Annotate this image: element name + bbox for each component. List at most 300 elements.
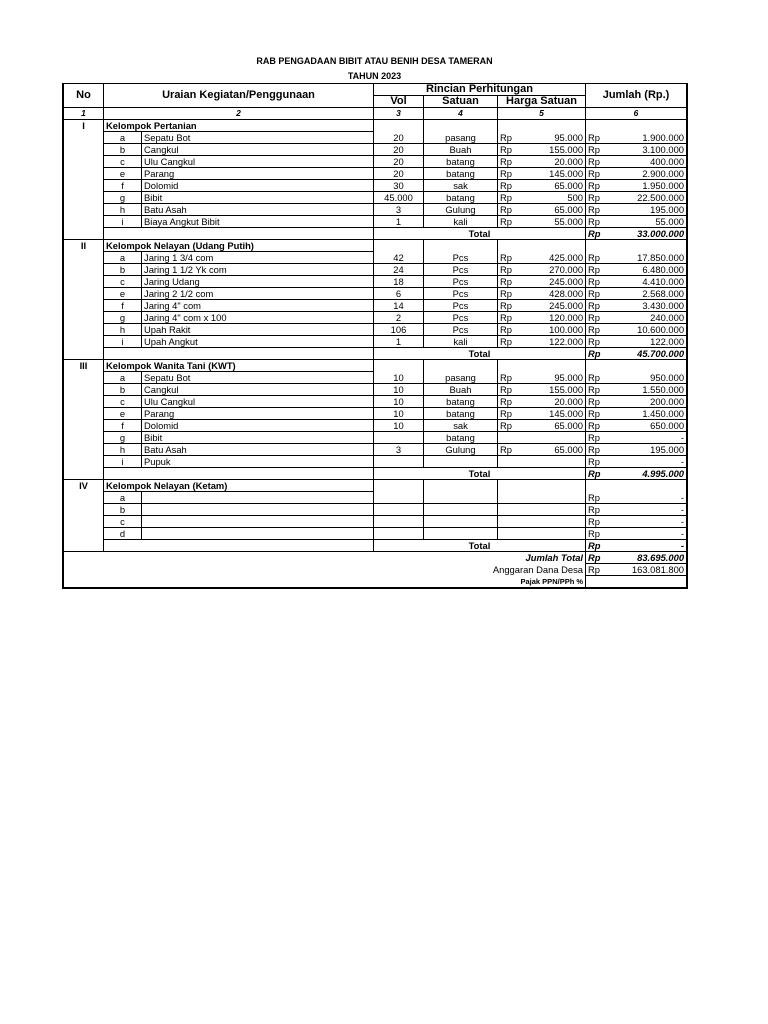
item-amount-currency: Rp [586,264,606,276]
item-amount: - [606,528,687,540]
item-code: c [104,276,142,288]
group-header-row [64,120,687,132]
empty-cell [64,432,104,444]
table-row [64,456,687,468]
item-unit: Buah [424,384,498,396]
table-row [64,144,687,156]
item-code: b [104,144,142,156]
empty-cell [606,240,687,252]
item-name: Upah Angkut [142,336,374,348]
item-name: Bibit [142,432,374,444]
item-amount: 6.480.000 [606,264,687,276]
item-unit: Gulung [424,444,498,456]
item-vol: 1 [374,336,424,348]
item-unit: Pcs [424,324,498,336]
item-amount: 55.000 [606,216,687,228]
table-row [64,336,687,348]
item-price-currency: Rp [498,132,526,144]
table-row [64,504,687,516]
item-amount-currency: Rp [586,396,606,408]
item-price: 20.000 [526,156,586,168]
item-amount-currency: Rp [586,444,606,456]
item-code: c [104,516,142,528]
item-price-currency: Rp [498,384,526,396]
empty-cell [64,528,104,540]
item-amount: 400.000 [606,156,687,168]
item-amount-currency: Rp [586,252,606,264]
item-price: 65.000 [526,204,586,216]
item-amount-currency: Rp [586,372,606,384]
rab-table [63,84,687,588]
group-header-row [64,240,687,252]
item-amount: 2.568.000 [606,288,687,300]
group-number: I [64,120,104,132]
empty-cell [104,540,374,552]
item-code: e [104,288,142,300]
item-unit [424,528,498,540]
empty-cell [64,300,104,312]
item-vol [374,492,424,504]
item-amount: - [606,456,687,468]
item-unit: sak [424,180,498,192]
item-code: i [104,456,142,468]
item-vol: 10 [374,420,424,432]
column-number-row [64,108,687,120]
item-unit: pasang [424,132,498,144]
item-unit [424,492,498,504]
empty-cell [498,120,526,132]
item-price-currency: Rp [498,396,526,408]
empty-cell [64,468,104,480]
table-row [64,156,687,168]
item-amount-currency: Rp [586,300,606,312]
empty-cell [424,120,498,132]
item-unit: batang [424,408,498,420]
item-code: a [104,492,142,504]
jumlah-total-value: 83.695.000 [606,552,687,564]
item-code: c [104,156,142,168]
item-name: Jaring 4" com x 100 [142,312,374,324]
item-amount: 240.000 [606,312,687,324]
empty-cell [64,348,104,360]
empty-cell [424,360,498,372]
item-name: Sepatu Bot [142,372,374,384]
item-name: Pupuk [142,456,374,468]
item-amount: 1.550.000 [606,384,687,396]
empty-cell [606,120,687,132]
item-price-currency: Rp [498,408,526,420]
item-unit: Pcs [424,300,498,312]
item-unit: Pcs [424,252,498,264]
item-unit: Pcs [424,264,498,276]
item-price-currency: Rp [498,180,526,192]
item-name: Jaring Udang [142,276,374,288]
item-price: 155.000 [526,144,586,156]
anggaran-currency: Rp [586,564,606,576]
group-total-row [64,348,687,360]
empty-cell [374,120,424,132]
item-amount-currency: Rp [586,144,606,156]
empty-cell [64,384,104,396]
item-price: 20.000 [526,396,586,408]
item-unit: Buah [424,144,498,156]
item-code: f [104,300,142,312]
table-row [64,384,687,396]
item-vol: 2 [374,312,424,324]
item-vol: 42 [374,252,424,264]
jumlah-total-label: Jumlah Total [64,552,586,564]
item-unit: batang [424,432,498,444]
table-row [64,132,687,144]
empty-cell [64,504,104,516]
item-code: g [104,192,142,204]
item-code: e [104,168,142,180]
item-vol [374,528,424,540]
document-year: TAHUN 2023 [347,71,402,81]
empty-cell [606,480,687,492]
item-code: b [104,504,142,516]
group-name: Kelompok Wanita Tani (KWT) [104,360,374,372]
item-price-currency: Rp [498,372,526,384]
item-amount-currency: Rp [586,288,606,300]
item-code: f [104,180,142,192]
table-row [64,372,687,384]
item-vol: 30 [374,180,424,192]
total-label: Total [374,468,586,480]
jumlah-total-currency: Rp [586,552,606,564]
item-vol: 18 [374,276,424,288]
item-code: g [104,312,142,324]
table-row [64,192,687,204]
item-name: Batu Asah [142,444,374,456]
total-currency: Rp [586,540,606,552]
item-vol: 10 [374,396,424,408]
group-total-row [64,540,687,552]
item-price-currency: Rp [498,324,526,336]
item-amount: 3.100.000 [606,144,687,156]
item-price: 245.000 [526,300,586,312]
item-unit [424,504,498,516]
empty-cell [606,576,687,588]
item-price: 500 [526,192,586,204]
item-name: Dolomid [142,180,374,192]
item-name: Ulu Cangkul [142,396,374,408]
item-amount: 22.500.000 [606,192,687,204]
item-price-currency [498,492,526,504]
group-name: Kelompok Nelayan (Ketam) [104,480,374,492]
empty-cell [64,492,104,504]
empty-cell [586,120,606,132]
item-code: b [104,264,142,276]
empty-cell [64,252,104,264]
empty-cell [64,276,104,288]
item-price-currency: Rp [498,336,526,348]
group-total-row [64,468,687,480]
item-price [526,528,586,540]
table-row [64,492,687,504]
table-row [64,432,687,444]
table-row [64,396,687,408]
header-uraian: Uraian Kegiatan/Penggunaan [104,84,374,108]
item-code: a [104,252,142,264]
jumlah-total-row [64,552,687,564]
header-vol: Vol [374,96,424,108]
empty-cell [374,480,424,492]
empty-cell [606,360,687,372]
item-price-currency: Rp [498,156,526,168]
group-header-row [64,480,687,492]
total-label: Total [374,348,586,360]
empty-cell [64,372,104,384]
item-price-currency: Rp [498,168,526,180]
item-price: 122.000 [526,336,586,348]
item-code: a [104,132,142,144]
empty-cell [64,144,104,156]
item-vol: 106 [374,324,424,336]
header-jumlah: Jumlah (Rp.) [586,84,687,108]
group-number: III [64,360,104,372]
empty-cell [64,312,104,324]
item-code: f [104,420,142,432]
header-harga: Harga Satuan [498,96,586,108]
item-vol: 20 [374,144,424,156]
item-vol: 14 [374,300,424,312]
item-amount-currency: Rp [586,420,606,432]
empty-cell [64,156,104,168]
item-amount-currency: Rp [586,516,606,528]
group-name: Kelompok Nelayan (Udang Putih) [104,240,374,252]
item-name: Jaring 1 3/4 com [142,252,374,264]
item-price: 65.000 [526,444,586,456]
item-unit [424,516,498,528]
item-vol: 10 [374,384,424,396]
empty-cell [586,480,606,492]
item-code: i [104,336,142,348]
empty-cell [374,240,424,252]
item-amount: 3.430.000 [606,300,687,312]
item-amount-currency: Rp [586,504,606,516]
empty-cell [104,348,374,360]
item-amount: 122.000 [606,336,687,348]
item-price-currency: Rp [498,144,526,156]
item-amount-currency: Rp [586,180,606,192]
item-vol: 3 [374,444,424,456]
item-price-currency: Rp [498,276,526,288]
item-price-currency [498,432,526,444]
item-vol [374,516,424,528]
item-price: 95.000 [526,372,586,384]
item-price [526,432,586,444]
item-name [142,516,374,528]
empty-cell [64,408,104,420]
item-price-currency: Rp [498,444,526,456]
item-name: Jaring 1 1/2 Yk com [142,264,374,276]
empty-cell [104,228,374,240]
header-no: No [64,84,104,108]
item-unit: sak [424,420,498,432]
item-vol: 1 [374,216,424,228]
empty-cell [64,228,104,240]
item-vol [374,504,424,516]
group-total-row [64,228,687,240]
item-name: Sepatu Bot [142,132,374,144]
item-price: 145.000 [526,408,586,420]
empty-cell [64,132,104,144]
item-name: Biaya Angkut Bibit [142,216,374,228]
item-amount: - [606,492,687,504]
column-number: 2 [104,108,374,120]
item-amount: 195.000 [606,204,687,216]
item-amount-currency: Rp [586,324,606,336]
item-price: 145.000 [526,168,586,180]
group-total: 33.000.000 [606,228,687,240]
item-price: 425.000 [526,252,586,264]
item-unit: kali [424,336,498,348]
empty-cell [64,540,104,552]
total-currency: Rp [586,468,606,480]
table-row [64,264,687,276]
item-amount-currency: Rp [586,204,606,216]
item-amount: 1.900.000 [606,132,687,144]
empty-cell [64,216,104,228]
table-row [64,168,687,180]
item-amount: 1.950.000 [606,180,687,192]
column-number: 5 [498,108,586,120]
item-vol [374,432,424,444]
item-price-currency [498,456,526,468]
table-row [64,276,687,288]
item-price: 428.000 [526,288,586,300]
total-label: Total [374,228,586,240]
item-unit: batang [424,192,498,204]
group-total: 45.700.000 [606,348,687,360]
item-price: 100.000 [526,324,586,336]
item-amount-currency: Rp [586,432,606,444]
table-row [64,324,687,336]
empty-cell [586,240,606,252]
table-row [64,516,687,528]
item-amount-currency: Rp [586,276,606,288]
item-price-currency: Rp [498,204,526,216]
item-code: h [104,444,142,456]
item-price [526,516,586,528]
item-amount: 195.000 [606,444,687,456]
item-price-currency: Rp [498,264,526,276]
item-name: Ulu Cangkul [142,156,374,168]
item-name: Parang [142,168,374,180]
empty-cell [64,444,104,456]
item-amount-currency: Rp [586,216,606,228]
empty-cell [64,516,104,528]
empty-cell [586,576,606,588]
header-rincian: Rincian Perhitungan [374,84,586,96]
item-price-currency: Rp [498,216,526,228]
anggaran-row [64,564,687,576]
document-title: RAB PENGADAAN BIBIT ATAU BENIH DESA TAMERAN [256,56,493,66]
total-currency: Rp [586,348,606,360]
group-total: - [606,540,687,552]
pajak-row [64,576,687,588]
empty-cell [64,264,104,276]
empty-cell [498,480,526,492]
item-price-currency: Rp [498,312,526,324]
item-vol: 10 [374,372,424,384]
table-row [64,180,687,192]
item-name: Cangkul [142,384,374,396]
item-amount: - [606,504,687,516]
column-number: 4 [424,108,498,120]
column-number: 6 [586,108,687,120]
table-row [64,300,687,312]
item-name: Jaring 4" com [142,300,374,312]
item-amount-currency: Rp [586,312,606,324]
item-price: 95.000 [526,132,586,144]
item-code: c [104,396,142,408]
item-name: Dolomid [142,420,374,432]
group-total: 4.995.000 [606,468,687,480]
table-row [64,312,687,324]
item-amount-currency: Rp [586,156,606,168]
table-row [64,408,687,420]
item-code: i [104,216,142,228]
item-vol: 20 [374,132,424,144]
item-price-currency: Rp [498,192,526,204]
column-number: 3 [374,108,424,120]
item-amount: 650.000 [606,420,687,432]
table-row [64,204,687,216]
item-vol: 3 [374,204,424,216]
table-row [64,288,687,300]
item-name: Batu Asah [142,204,374,216]
table-row [64,216,687,228]
column-number: 1 [64,108,104,120]
item-unit: batang [424,156,498,168]
item-name [142,492,374,504]
item-price-currency [498,516,526,528]
item-price: 155.000 [526,384,586,396]
item-price [526,504,586,516]
item-amount-currency: Rp [586,132,606,144]
item-amount: 200.000 [606,396,687,408]
item-price-currency: Rp [498,300,526,312]
table-row [64,420,687,432]
item-amount: - [606,432,687,444]
item-name: Jaring 2 1/2 com [142,288,374,300]
empty-cell [64,180,104,192]
anggaran-label: Anggaran Dana Desa [64,564,586,576]
item-vol: 20 [374,156,424,168]
table-row [64,528,687,540]
item-amount-currency: Rp [586,492,606,504]
item-amount-currency: Rp [586,408,606,420]
empty-cell [64,456,104,468]
item-amount: 950.000 [606,372,687,384]
empty-cell [526,120,586,132]
anggaran-value: 163.081.800 [606,564,687,576]
item-vol: 20 [374,168,424,180]
item-vol: 24 [374,264,424,276]
empty-cell [424,480,498,492]
empty-cell [526,240,586,252]
empty-cell [64,336,104,348]
item-amount: 17.850.000 [606,252,687,264]
item-vol [374,456,424,468]
empty-cell [526,480,586,492]
empty-cell [498,240,526,252]
empty-cell [64,204,104,216]
item-unit [424,456,498,468]
item-amount: - [606,516,687,528]
